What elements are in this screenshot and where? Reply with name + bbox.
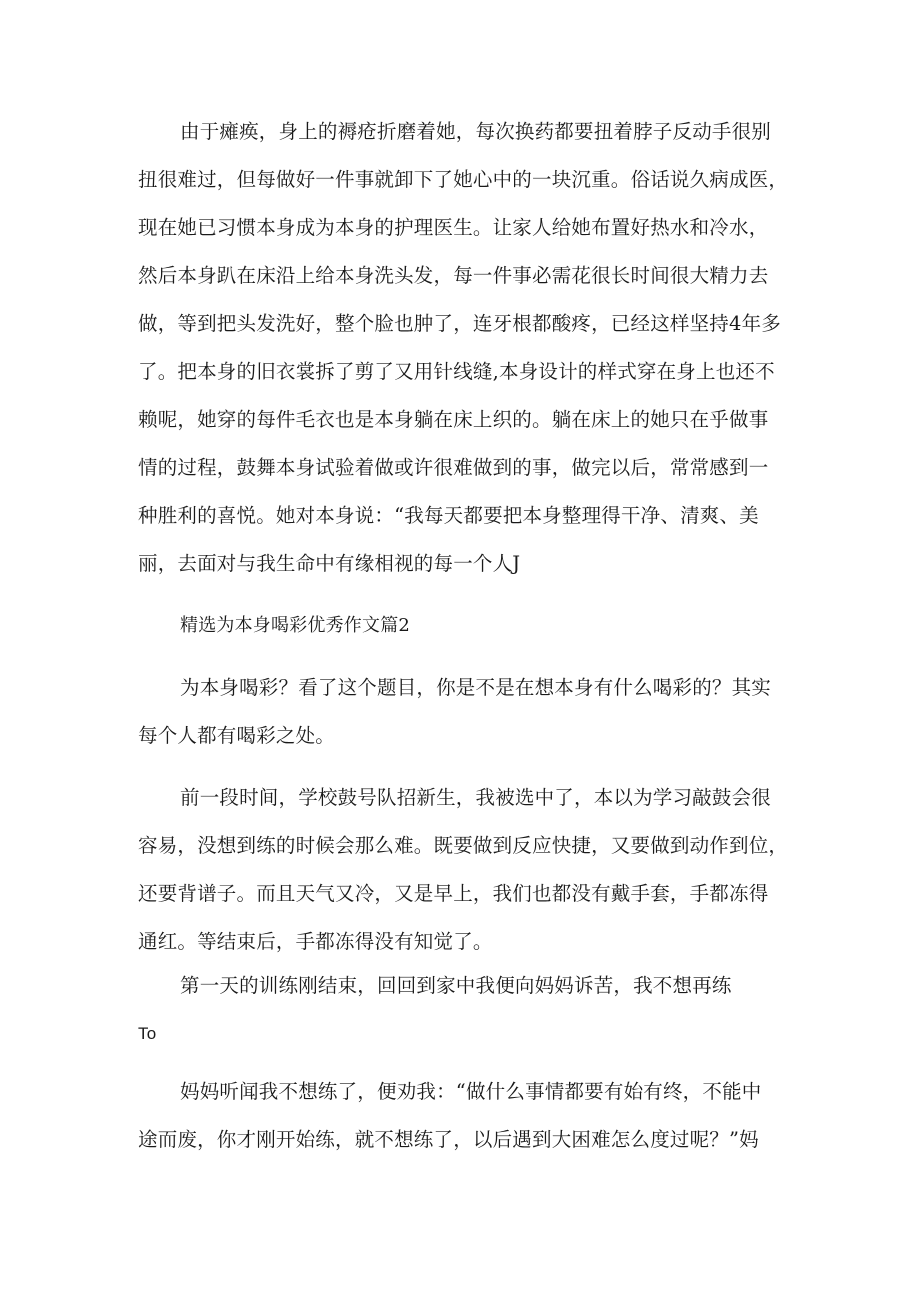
paragraph-line: 容易，没想到练的时候会那么难。既要做到反应快捷，又要做到动作到位， [138,834,789,857]
paragraph-line: 情的过程，鼓舞本身试验着做或许很难做到的事，做完以后，常常感到一 [138,456,769,479]
section-heading: 精选为本身喝彩优秀作文篇2 [180,615,411,636]
paragraph-line: 扭很难过，但每做好一件事就卸下了她心中的一块沉重。俗话说久病成医， [138,168,789,191]
paragraph-line: 做，等到把头发洗好，整个脸也肿了，连牙根都酸疼，已经这样坚持4年多 [138,312,782,335]
paragraph-line: 还要背谱子。而且天气又冷，又是早上，我们也都没有戴手套，手都冻得 [138,882,769,905]
paragraph-line: 为本身喝彩？看了这个题目，你是不是在想本身有什么喝彩的？其实 [180,676,772,699]
paragraph-line: 第一天的训练刚结束，回回到家中我便向妈妈诉苦，我不想再练 [180,974,732,997]
paragraph-line: 丽，去面对与我生命中有缘相视的每一个人J [138,552,521,575]
paragraph-line: 现在她已习惯本身成为本身的护理医生。让家人给她布置好热水和冷水， [138,216,769,239]
paragraph-line: 每个人都有喝彩之处。 [138,724,336,747]
paragraph-line: 赖呢，她穿的每件毛衣也是本身躺在床上织的。躺在床上的她只在乎做事 [138,408,769,431]
paragraph-line: 妈妈听闻我不想练了，便劝我：“做什么事情都要有始有终，不能中 [180,1080,762,1103]
paragraph-line: To [138,1024,157,1043]
paragraph-line: 前一段时间，学校鼓号队招新生，我被选中了，本以为学习敲鼓会很 [180,786,772,809]
paragraph-line: 通红。等结束后，手都冻得没有知觉了。 [138,930,493,953]
paragraph-line: 然后本身趴在床沿上给本身洗头发，每一件事必需花很长时间很大精力去 [138,264,769,287]
paragraph-line: 种胜利的喜悦。她对本身说：“我每天都要把本身整理得干净、清爽、美 [138,504,759,527]
paragraph-line: 由于瘫痪，身上的褥疮折磨着她，每次换药都要扭着脖子反动手很别 [180,120,772,143]
paragraph-line: 途而废，你才刚开始练，就不想练了，以后遇到大困难怎么度过呢？”妈 [138,1128,759,1151]
paragraph-line: 了。把本身的旧衣裳拆了剪了又用针线缝,本身设计的样式穿在身上也还不 [138,360,775,383]
